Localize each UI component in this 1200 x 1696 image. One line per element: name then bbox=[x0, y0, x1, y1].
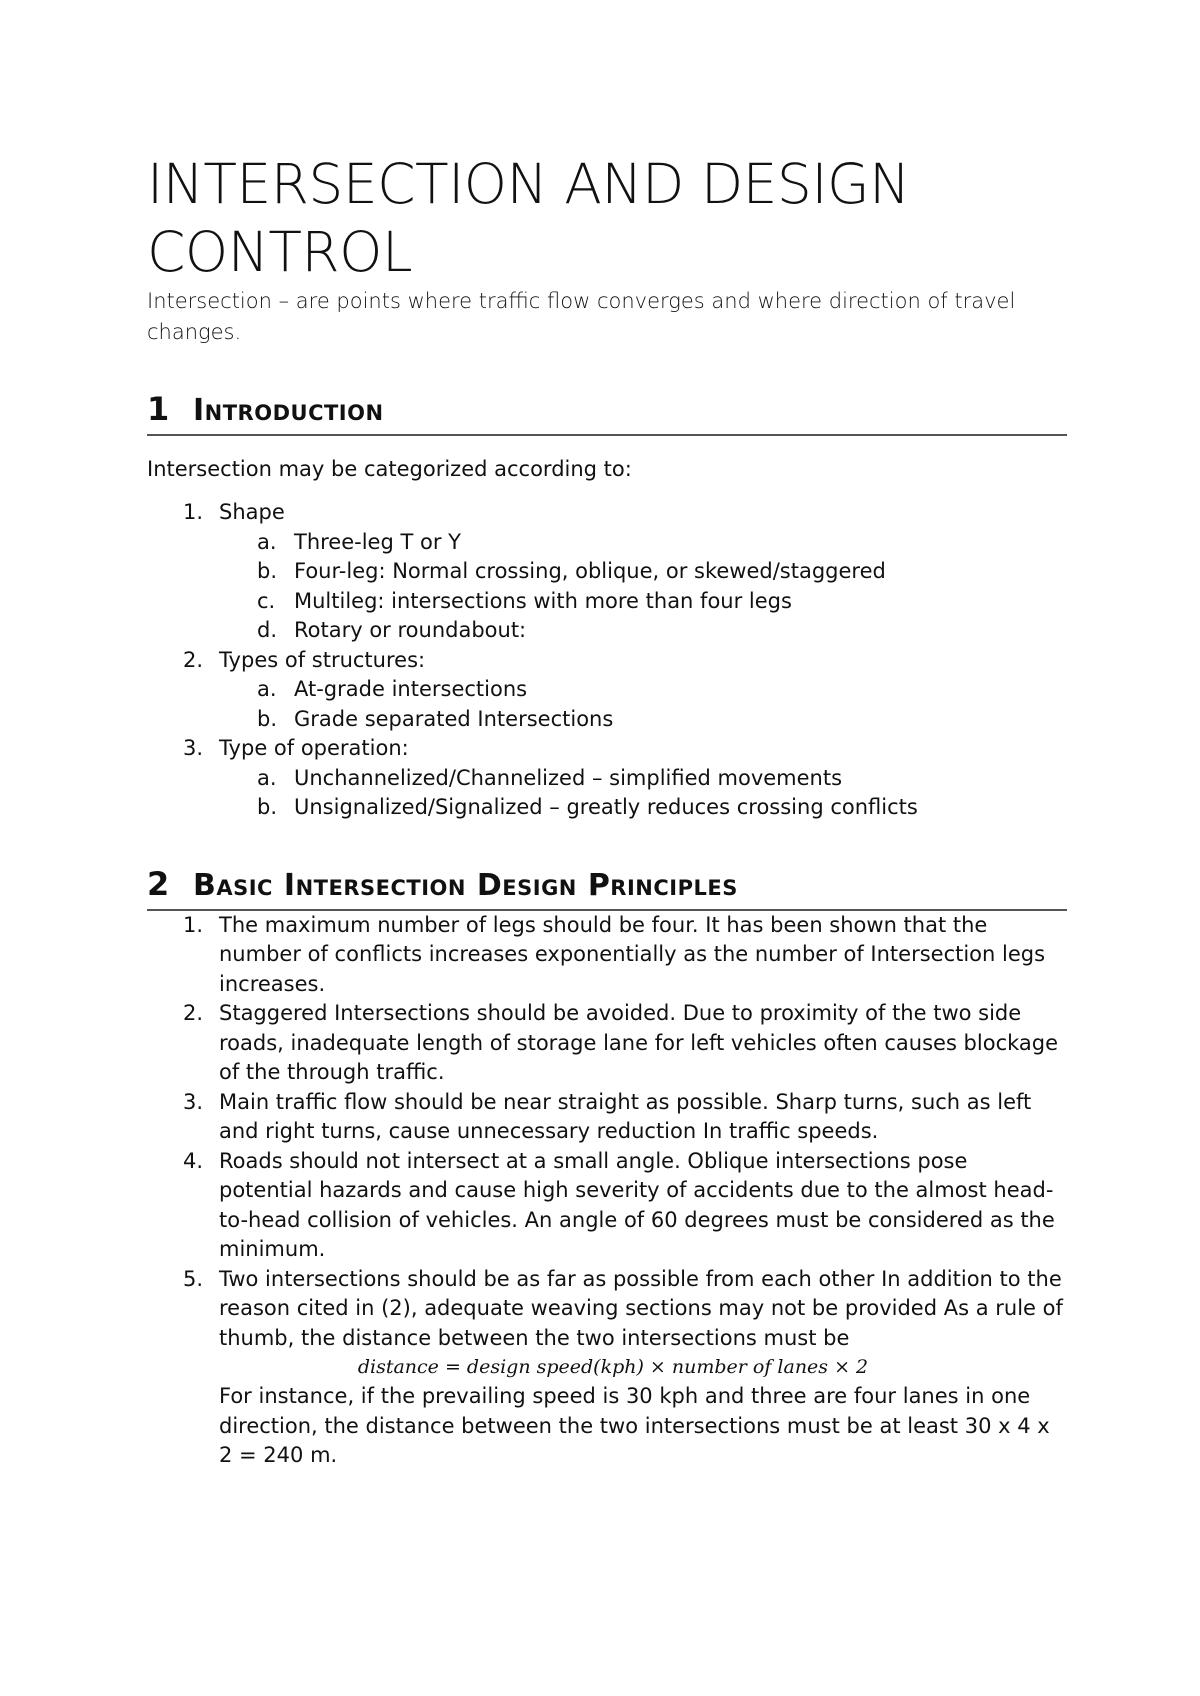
list-item bbox=[147, 1265, 1067, 1471]
list-item-label: Shape bbox=[219, 500, 285, 524]
sub-marker: b. bbox=[257, 559, 278, 583]
section-number: 1 bbox=[147, 390, 170, 428]
section-number: 2 bbox=[147, 864, 170, 903]
sub-marker: b. bbox=[257, 706, 278, 731]
sub-item-text: At-grade intersections bbox=[294, 677, 528, 701]
section-heading-design-principles bbox=[147, 865, 1067, 911]
sub-list-item bbox=[219, 793, 1067, 823]
intersection-definition: Intersection – are points where traffic flow converges and where direction of travel changes. bbox=[147, 289, 1016, 344]
sub-item-text: Multileg: intersections with more than four legs bbox=[294, 588, 792, 613]
sub-list-item bbox=[219, 528, 1067, 558]
list-item bbox=[147, 999, 1067, 1088]
sub-list-item bbox=[219, 675, 1067, 705]
sub-marker: a. bbox=[257, 765, 277, 790]
principle-text: Staggered Intersections should be avoided. Due to proximity of the two side roads, inadequate length of storage lane for left vehicles often causes blockage of the through traffic. bbox=[219, 1001, 1059, 1084]
list-item-label: Types of structures: bbox=[219, 647, 426, 672]
document-page bbox=[147, 150, 1067, 1471]
list-marker: 2. bbox=[183, 647, 204, 672]
principle-text: Two intersections should be as far as possible from each other In addition to the reason cited in (2), adequate weaving sections may not be provided As a rule of thumb, the distance between the two intersections must be bbox=[219, 1266, 1063, 1350]
sub-list-item bbox=[219, 557, 1067, 587]
page-title: INTERSECTION AND DESIGN CONTROL bbox=[147, 152, 910, 284]
list-item bbox=[147, 1088, 1067, 1147]
section-title: Basic Intersection Design Principles bbox=[193, 867, 738, 903]
list-marker: 1. bbox=[183, 500, 204, 524]
list-item bbox=[147, 734, 1067, 823]
sub-list-item bbox=[219, 587, 1067, 617]
sub-item-text: Grade separated Intersections bbox=[294, 706, 614, 731]
section-title: Introduction bbox=[193, 393, 384, 428]
formula-example: For instance, if the prevailing speed is 30 kph and three are four lanes in one direction, the distance between the two intersections must be at least 30 x 4 x 2 = 240 m. bbox=[219, 1384, 1050, 1467]
list-marker: 5. bbox=[183, 1266, 204, 1291]
list-item bbox=[147, 911, 1067, 1000]
list-item-label: Type of operation: bbox=[219, 736, 409, 760]
list-marker: 1. bbox=[183, 912, 204, 937]
sub-marker: c. bbox=[257, 588, 276, 613]
distance-formula: distance = design speed(kph) × number of lanes × 2 bbox=[357, 1356, 869, 1378]
sub-marker: d. bbox=[257, 618, 278, 642]
sub-list-item bbox=[219, 764, 1067, 794]
sub-marker: b. bbox=[257, 795, 278, 819]
sub-marker: a. bbox=[257, 529, 277, 554]
sub-list-item bbox=[219, 705, 1067, 735]
categories-list bbox=[147, 498, 1067, 823]
section-heading-introduction bbox=[147, 390, 1067, 436]
sub-item-text: Four-leg: Normal crossing, oblique, or skewed/staggered bbox=[294, 559, 886, 583]
principles-list bbox=[147, 911, 1067, 1471]
sub-list bbox=[219, 675, 1067, 734]
sub-item-text: Rotary or roundabout: bbox=[294, 618, 527, 642]
list-marker: 4. bbox=[183, 1148, 204, 1173]
sub-list bbox=[219, 528, 1067, 646]
principle-text: The maximum number of legs should be four. It has been shown that the number of conflicts increases exponentially as the number of Intersection legs increases. bbox=[219, 912, 1046, 996]
list-marker: 2. bbox=[183, 1001, 204, 1025]
sub-list bbox=[219, 764, 1067, 823]
section-lead: Intersection may be categorized according to: bbox=[147, 457, 632, 481]
sub-item-text: Unchannelized/Channelized – simplified movements bbox=[294, 765, 843, 790]
sub-item-text: Unsignalized/Signalized – greatly reduces crossing conflicts bbox=[294, 795, 918, 819]
principle-text: Roads should not intersect at a small angle. Oblique intersections pose potential hazards and cause high severity of accidents due to the almost head-to-head collision of vehicles. An angle of 60 degrees must be considered as the minimum. bbox=[219, 1148, 1055, 1261]
sub-item-text: Three-leg T or Y bbox=[294, 529, 461, 554]
sub-list-item bbox=[219, 616, 1067, 646]
list-item bbox=[147, 646, 1067, 735]
list-item bbox=[147, 1147, 1067, 1265]
list-marker: 3. bbox=[183, 1089, 204, 1114]
principle-text: Main traffic flow should be near straight as possible. Sharp turns, such as left and right turns, cause unnecessary reduction In traffic speeds. bbox=[219, 1089, 1032, 1143]
list-marker: 3. bbox=[183, 736, 204, 760]
sub-marker: a. bbox=[257, 677, 277, 701]
list-item bbox=[147, 498, 1067, 646]
